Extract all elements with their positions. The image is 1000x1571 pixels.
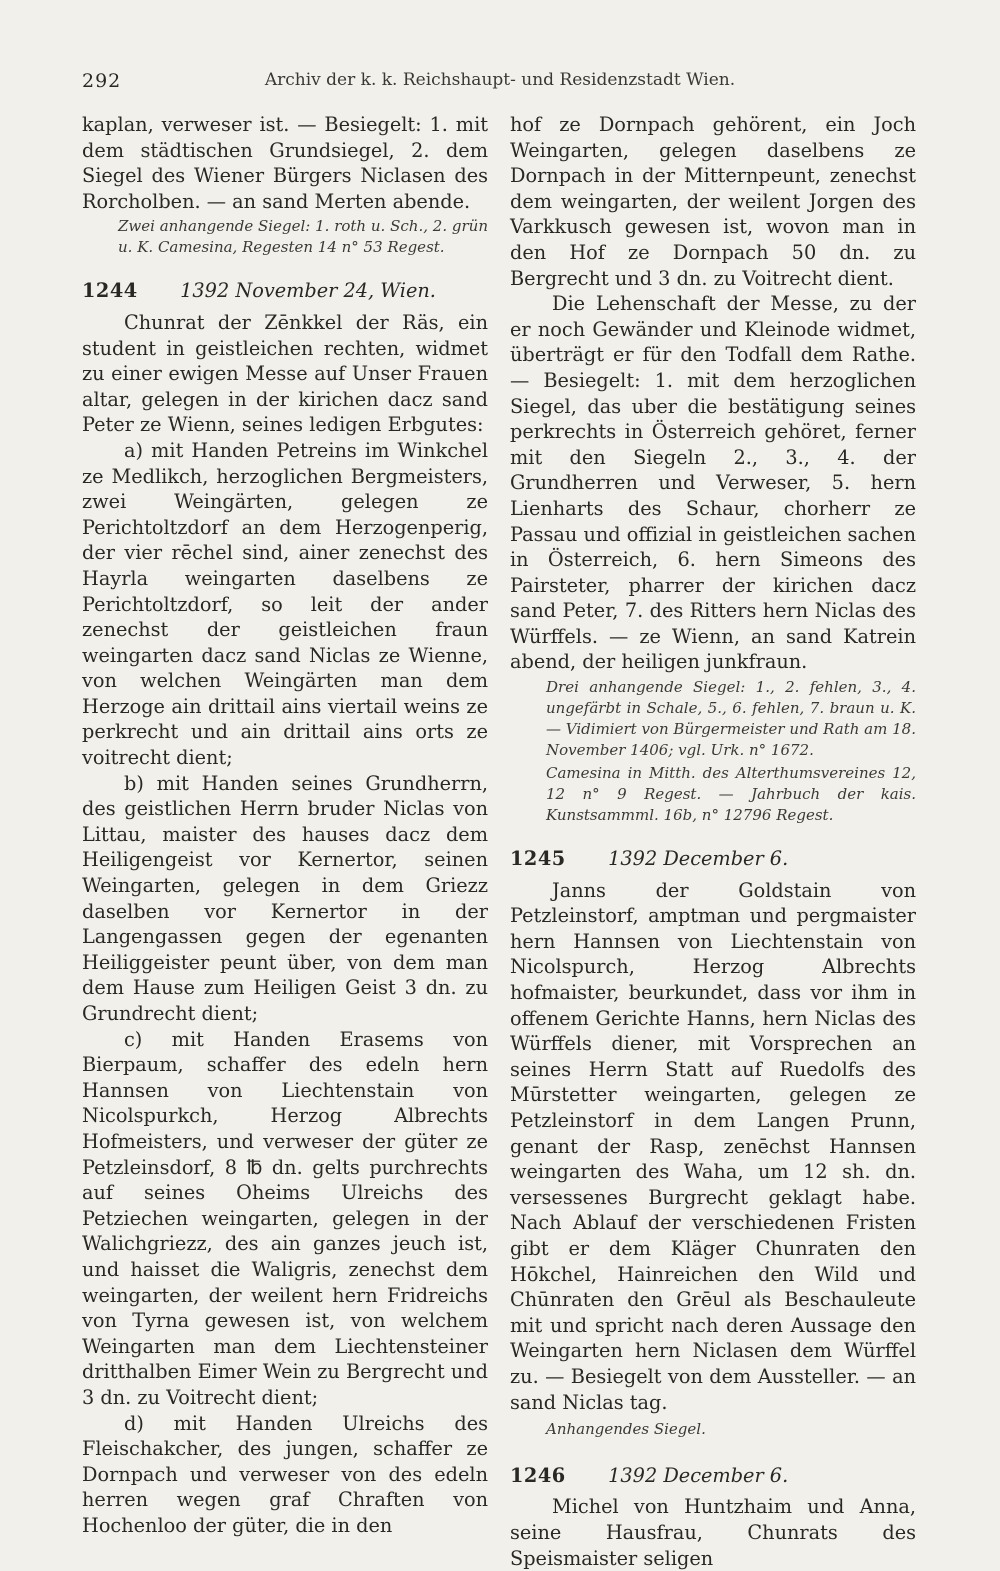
paragraph: Chunrat der Zēnkkel der Räs, ein student in geistleichen rechten, widmet zu einer ewigen Messe auf Unser Frauen altar, gelegen in der kirichen dacz sand Peter ze Wienn, seines ledigen Erbgutes: bbox=[82, 310, 488, 437]
entry-heading bbox=[510, 846, 916, 872]
paragraph: Janns der Goldstain von Petzleinstorf, amptman und pergmaister hern Hannsen von Liechtenstain von Nicolspurch, Herzog Albrechts hofmaister, beurkundet, dass vor ihm in offenem Gerichte Hanns, hern Niclas des Würffels diener, mit Vorsprechen an seines Herrn Statt auf Ruedolfs des Mūrstetter weingarten, gelegen ze Petzleinstorf in dem Langen Prunn, genant der Rasp, zenēchst Hannsen weingarten des Waha, um 12 sh. dn. versessenes Burgrecht geklagt habe. Nach Ablauf der verschiedenen Fristen gibt er dem Kläger Chunraten den Hōkchel, Hainreichen den Wild und Chūnraten den Grēul als Beschauleute mit und spricht nach deren Aussage den Weingarten hern Niclasen dem Würffel zu. — Besiegelt von dem Aussteller. — an sand Niclas tag. bbox=[510, 878, 916, 1414]
entry-number: 1245 bbox=[510, 847, 566, 871]
footnote: Camesina in Mitth. des Alterthumsvereines 12, 12 n° 9 Regest. — Jahrbuch der kais. Kunstsammml. 16b, n° 12796 Regest. bbox=[546, 764, 916, 825]
entry-heading bbox=[510, 1463, 916, 1489]
paragraph: b) mit Handen seines Grundherrn, des geistlichen Herrn bruder Niclas von Littau, maister des hauses dacz dem Heiligengeist vor Kernertor, seinen Weingarten, gelegen in dem Griezz daselben vor Kernertor in der Langengassen gegen der egenanten Heiliggeister peunt über, von dem man dem Hause zum Heiligen Geist 3 dn. zu Grundrecht dient; bbox=[82, 771, 488, 1025]
entry-date: 1392 November 24, Wien. bbox=[180, 279, 436, 303]
left-column bbox=[82, 112, 488, 1538]
paragraph: a) mit Handen Petreins im Winkchel ze Medlikch, herzoglichen Bergmeisters, zwei Weingärten, gelegen ze Perichtoltzdorf an dem Herzogenperig, der vier rēchel sind, ainer zenechst des Hayrla weingarten daselbens ze Perichtoltzdorf, so leit der ander zenechst der geistleichen fraun weingarten dacz sand Niclas ze Wienne, von welchen Weingärten man dem Herzoge ain drittail ains viertail weins ze perkrecht und ain drittail ains orts ze voitrecht dient; bbox=[82, 438, 488, 770]
entry-number: 1244 bbox=[82, 279, 138, 303]
running-title: Archiv der k. k. Reichshaupt- und Residenzstadt Wien. bbox=[264, 70, 736, 90]
paragraph: c) mit Handen Erasems von Bierpaum, schaffer des edeln hern Hannsen von Liechtenstain von Nicolspurkch, Herzog Albrechts Hofmeisters, und verweser der güter ze Petzleinsdorf, 8 ℔ dn. gelts purchrechts auf seines Oheims Ulreichs des Petziechen weingarten, gelegen in der Walichgriezz, des ain ganzes jeuch ist, und haisset die Waligris, zenechst dem weingarten, der weilent hern Fridreichs von Tyrna gewesen ist, von welchem Weingarten man dem Liechtensteiner dritthalben Eimer Wein zu Bergrecht und 3 dn. zu Voitrecht dient; bbox=[82, 1027, 488, 1409]
paragraph: hof ze Dornpach gehörent, ein Joch Weingarten, gelegen daselbens ze Dornpach in der Mitternpeunt, zenechst dem weingarten, der weilent Jorgen des Varkkusch gewesen ist, wovon man in den Hof ze Dornpach 50 dn. zu Bergrecht und 3 dn. zu Voitrecht dient. bbox=[510, 113, 916, 290]
page-number: 292 bbox=[82, 70, 122, 92]
entry-heading bbox=[82, 278, 488, 304]
page-header bbox=[82, 70, 918, 100]
entry-number: 1246 bbox=[510, 1463, 566, 1487]
right-column bbox=[510, 112, 916, 1571]
entry-date: 1392 December 6. bbox=[608, 847, 789, 871]
paragraph: d) mit Handen Ulreichs des Fleischakcher, des jungen, schaffer ze Dornpach und verweser von des edeln herren wegen graf Chraften von Hochenloo der güter, die in den bbox=[82, 1411, 488, 1537]
paragraph: Die Lehenschaft der Messe, zu der er noch Gewänder und Kleinode widmet, überträgt er für den Todfall dem Rathe. — Besiegelt: 1. mit dem herzoglichen Siegel, das uber die bestätigung seines perkrechts in Österreich gehöret, ferner mit den Siegeln 2., 3., 4. der Grundherren und Verweser, 5. hern Lienharts des Schaur, chorherr ze Passau und offizial in geistleichen sachen in Österreich, 6. hern Simeons des Pairsteter, pharrer der kirichen dacz sand Peter, 7. des Ritters hern Niclas des Würffels. — ze Wienn, an sand Katrein abend, der heiligen junkfraun. bbox=[510, 292, 916, 674]
entry-date: 1392 December 6. bbox=[608, 1463, 789, 1487]
paragraph: kaplan, verweser ist. — Besiegelt: 1. mit dem städtischen Grundsiegel, 2. dem Siegel des Wiener Bürgers Niclasen des Rorcholben. — an sand Merten abende. bbox=[82, 113, 488, 213]
paragraph: Michel von Huntzhaim und Anna, seine Hausfrau, Chunrats des Speismaister seligen bbox=[510, 1495, 916, 1570]
footnote: Drei anhangende Siegel: 1., 2. fehlen, 3., 4. ungefärbt in Schale, 5., 6. fehlen, 7. braun u. K. — Vidimiert von Bürgermeister und Rath am 18. November 1406; vgl. Urk. n° 1672. bbox=[546, 678, 916, 760]
footnote: Anhangendes Siegel. bbox=[546, 1420, 706, 1439]
footnote: Zwei anhangende Siegel: 1. roth u. Sch., 2. grün u. K. Camesina, Regesten 14 n° 53 Regest. bbox=[118, 217, 488, 257]
